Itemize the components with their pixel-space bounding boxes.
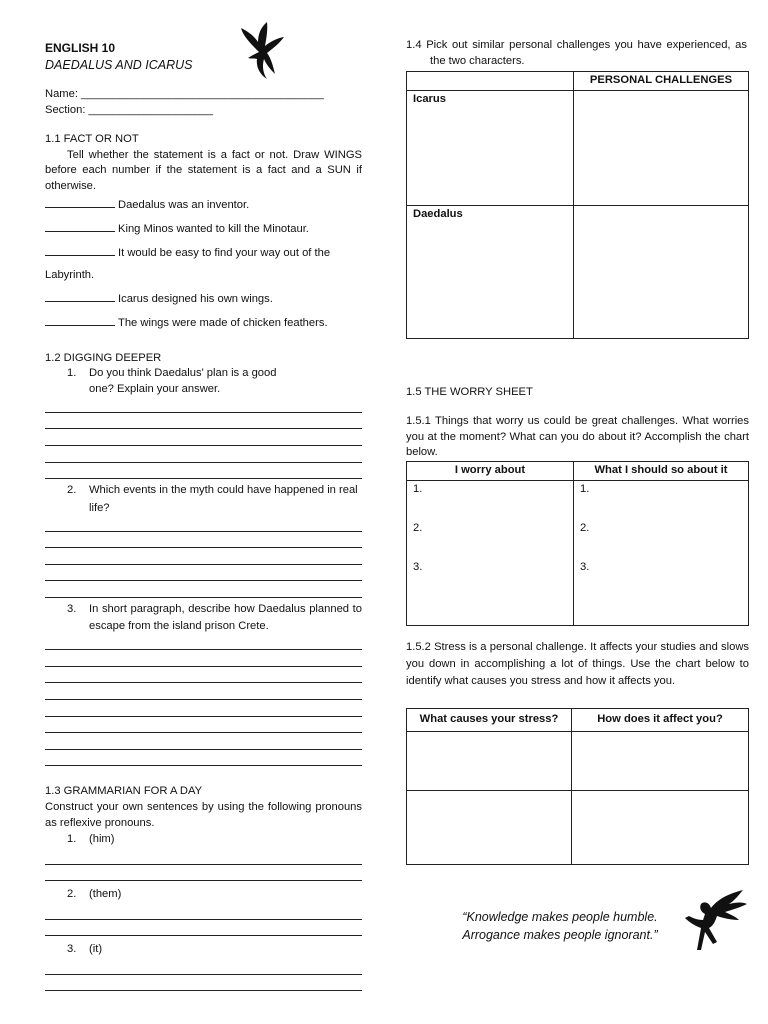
worry-header: I worry about — [407, 462, 574, 481]
answer-lines-them[interactable] — [45, 903, 362, 936]
answer-lines-him[interactable] — [45, 848, 362, 881]
question-2: 2. Which events in the myth could have happened in real life? — [67, 484, 358, 514]
daedalus-challenges-cell[interactable] — [574, 205, 749, 338]
story-title: DAEDALUS AND ICARUS — [45, 58, 193, 73]
action-cell[interactable]: 1. 2. 3. — [574, 481, 749, 626]
icarus-challenges-cell[interactable] — [574, 90, 749, 205]
answer-blank[interactable] — [45, 219, 115, 232]
personal-challenges-header: PERSONAL CHALLENGES — [574, 71, 749, 90]
action-header: What I should so about it — [574, 462, 749, 481]
quote: “Knowledge makes people humble. Arrogance makes people ignorant.” — [462, 910, 658, 943]
fact-item: It would be easy to find your way out of the Labyrinth. — [45, 243, 362, 287]
pronoun-item: 3. (it) — [67, 943, 103, 956]
name-field[interactable]: Name: _______________________________________ — [45, 87, 324, 100]
icarus-label: Icarus — [407, 90, 574, 205]
answer-lines-3[interactable] — [45, 634, 362, 767]
section-1-5-1-text: 1.5.1 Things that worry us could be great challenges. What worries you at the moment? What can you do about it? Accomplish the chart below. — [406, 414, 749, 459]
effect-header: How does it affect you? — [572, 708, 749, 731]
section-1-4-intro: 1.4 Pick out similar personal challenges you have experienced, as the two characters. — [406, 39, 747, 67]
stress-table — [406, 708, 749, 865]
right-column — [406, 0, 749, 865]
fact-item: King Minos wanted to kill the Minotaur. — [45, 219, 362, 238]
challenges-table — [406, 71, 749, 339]
effect-cell[interactable] — [572, 790, 749, 864]
question-3: 3. In short paragraph, describe how Daedalus planned to escape from the island prison Crete. — [67, 602, 362, 633]
answer-blank[interactable] — [45, 289, 115, 302]
section-field[interactable]: Section: ____________________ — [45, 103, 213, 116]
answer-blank[interactable] — [45, 195, 115, 208]
section-1-5-2-text: 1.5.2 Stress is a personal challenge. It affects your studies and slows you down in accomplishing a lot of things. Use the chart below to identify what causes you stress and how it affects you. — [406, 641, 749, 687]
worry-cell[interactable]: 1. 2. 3. — [407, 481, 574, 626]
course-title: ENGLISH 10 — [45, 41, 116, 55]
worry-table — [406, 461, 749, 626]
pronoun-item: 1. (him) — [67, 833, 115, 846]
section-1-5-title: 1.5 THE WORRY SHEET — [406, 385, 533, 398]
question-1: 1. Do you think Daedalus' plan is a good one? Explain your answer. — [67, 367, 277, 396]
icarus-winged-figure-icon — [683, 888, 749, 954]
section-1-3-title: 1.3 GRAMMARIAN FOR A DAY — [45, 785, 203, 798]
section-1-1-title: 1.1 FACT OR NOT — [45, 132, 139, 145]
answer-lines-2[interactable] — [45, 515, 362, 598]
pronoun-item: 2. (them) — [67, 888, 122, 901]
answer-blank[interactable] — [45, 313, 115, 326]
effect-cell[interactable] — [572, 731, 749, 790]
cause-cell[interactable] — [407, 731, 572, 790]
fact-item: The wings were made of chicken feathers. — [45, 313, 362, 332]
cause-header: What causes your stress? — [407, 708, 572, 731]
daedalus-label: Daedalus — [407, 205, 574, 338]
section-1-1-instructions: Tell whether the statement is a fact or not. Draw WINGS before each number if the statement is a fact and a SUN if otherwise. — [45, 148, 362, 193]
answer-lines-it[interactable] — [45, 958, 362, 991]
answer-lines-1[interactable] — [45, 396, 362, 479]
fact-item: Daedalus was an inventor. — [45, 195, 362, 214]
section-1-2-title: 1.2 DIGGING DEEPER — [45, 351, 162, 364]
answer-blank[interactable] — [45, 243, 115, 256]
fact-item: Icarus designed his own wings. — [45, 289, 362, 308]
left-column — [45, 0, 362, 991]
cause-cell[interactable] — [407, 790, 572, 864]
section-1-3-instructions: Construct your own sentences by using the following pronouns as reflexive pronouns. — [45, 801, 362, 830]
